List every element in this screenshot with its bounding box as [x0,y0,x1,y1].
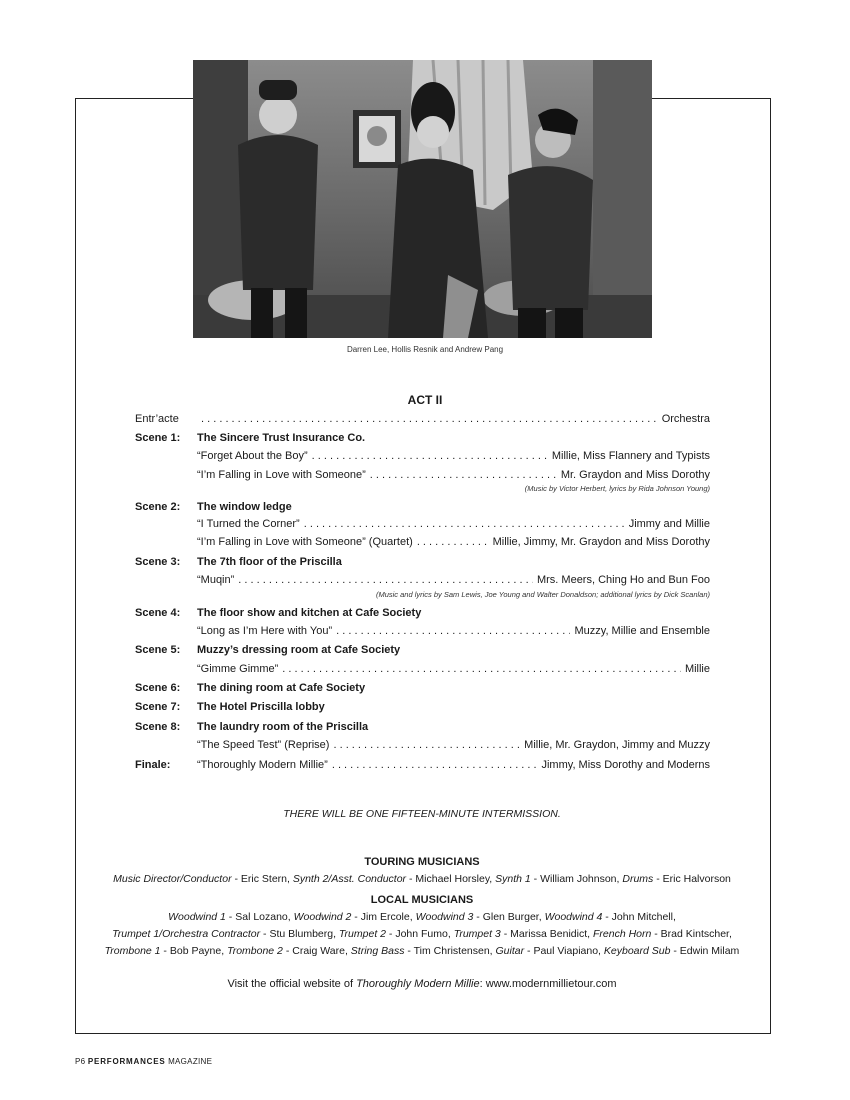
musician-name: - Marissa Benidict, [500,928,593,940]
musician-role: String Bass [350,945,405,957]
musician-role: Drums [622,873,654,885]
song-title: “Thoroughly Modern Millie” [197,759,328,771]
song-credit: (Music and lyrics by Sam Lewis, Joe Young and Walter Donaldson; additional lyrics by Dick Scanlan) [375,590,710,599]
musician-role: Keyboard Sub [603,945,671,957]
song-row [135,411,710,427]
scene-title: The window ledge [197,501,292,513]
page-footer [75,1057,212,1066]
musician-role: Woodwind 3 [415,911,474,923]
dot-leader [238,572,533,588]
musician-name: - Tim Christensen, [404,945,496,957]
dot-leader [336,623,570,639]
musician-role: Synth 1 [495,873,531,885]
performers: Jimmy and Millie [628,518,710,530]
song-line [197,623,710,639]
musician-role: Trumpet 2 [338,928,386,940]
performers: Millie [684,663,710,675]
scene-title: The Hotel Priscilla lobby [197,701,325,713]
photo-caption: Darren Lee, Hollis Resnik and Andrew Pang [346,345,504,354]
dot-leader [201,411,658,427]
song-title: “I Turned the Corner” [197,518,300,530]
song-row [135,661,710,677]
song-line [197,737,710,753]
song-title: “Forget About the Boy” [197,450,308,462]
song-line [197,534,710,550]
musician-name: - Bob Payne, [160,945,228,957]
performers: Mrs. Meers, Ching Ho and Bun Foo [536,574,710,586]
performers: Mr. Graydon and Miss Dorothy [560,469,710,481]
musician-name: - Eric Halvorson [653,873,731,885]
musician-name: - Edwin Milam [670,945,740,957]
musician-name: - Stu Blumberg, [260,928,339,940]
song-title: “Gimme Gimme” [197,663,279,675]
intermission-note: THERE WILL BE ONE FIFTEEN-MINUTE INTERMISSION. [283,808,561,820]
page-number: P6 [75,1057,86,1066]
scene-label: Entr’acte [135,413,179,425]
song-line [197,516,710,532]
act-title: ACT II [407,393,443,407]
musician-role: Woodwind 1 [168,911,226,923]
song-row [135,623,710,639]
song-row [135,467,710,483]
song-line [197,661,710,677]
musician-role: Trumpet 3 [453,928,501,940]
scene-label: Scene 5: [135,644,181,656]
dot-leader [332,757,538,773]
musician-name: - Brad Kintscher, [651,928,732,940]
musician-name: - Sal Lozano, [225,911,294,923]
song-title: “Muqin” [197,574,235,586]
performers: Jimmy, Miss Dorothy and Moderns [541,759,710,771]
scene-label: Scene 1: [135,432,181,444]
song-line [197,572,710,588]
musician-role: Music Director/Conductor [113,873,232,885]
musician-name: - Glen Burger, [473,911,545,923]
website-line [76,978,768,990]
musician-name: - Jim Ercole, [351,911,416,923]
song-title: “I’m Falling in Love with Someone” (Quartet) [197,536,413,548]
local-musicians-line [76,911,768,923]
scene-title: The dining room at Cafe Society [197,682,366,694]
musician-role: Trombone 1 [104,945,161,957]
dot-leader [417,534,489,550]
website-show-title: Thoroughly Modern Millie [356,978,480,990]
musician-role: Trumpet 1/Orchestra Contractor [112,928,261,940]
song-title: “Long as I’m Here with You” [197,625,333,637]
production-photo [193,60,652,338]
scene-label: Scene 6: [135,682,181,694]
dot-leader [304,516,625,532]
local-musicians-heading: LOCAL MUSICIANS [370,894,474,906]
musician-name: - William Johnson, [530,873,623,885]
musician-name: - Craig Ware, [282,945,351,957]
scene-label: Scene 2: [135,501,181,513]
musician-role: French Horn [592,928,652,940]
song-row [135,448,710,464]
scene-row [135,680,710,696]
musician-role: Guitar [495,945,525,957]
touring-musicians-heading: TOURING MUSICIANS [364,856,480,868]
local-musicians-line [76,928,768,940]
performers: Orchestra [661,413,710,425]
scene-title: Muzzy’s dressing room at Cafe Society [197,644,401,656]
magazine-name: PERFORMANCES [87,1057,166,1066]
song-row [135,534,710,550]
website-prefix: Visit the official website of [227,978,357,990]
performers: Millie, Miss Flannery and Typists [551,450,710,462]
dot-leader [333,737,520,753]
scene-label: Scene 7: [135,701,181,713]
website-url: : www.modernmillietour.com [479,978,617,990]
song-line [197,467,710,483]
musician-role: Woodwind 4 [544,911,603,923]
musician-name: - John Fumo, [386,928,454,940]
musician-role: Trombone 2 [227,945,283,957]
stage-photo-illustration [193,60,652,338]
song-line [197,448,710,464]
scene-label: Scene 4: [135,607,181,619]
performers: Millie, Mr. Graydon, Jimmy and Muzzy [524,739,710,751]
scene-title: The laundry room of the Priscilla [197,721,369,733]
scene-title: The floor show and kitchen at Cafe Society [197,607,422,619]
song-row [135,572,710,588]
musician-role: Woodwind 2 [293,911,352,923]
musician-role: Synth 2/Asst. Conductor [292,873,407,885]
song-title: “The Speed Test” (Reprise) [197,739,330,751]
magazine-label: MAGAZINE [168,1057,213,1066]
musician-name: - Michael Horsley, [406,873,496,885]
scene-row [135,642,710,658]
song-row [135,757,710,773]
song-line [197,411,710,427]
scene-row [135,605,710,621]
song-row [135,516,710,532]
song-line [197,757,710,773]
scene-row [135,699,710,715]
local-musicians-line [76,945,768,957]
dot-leader [282,661,681,677]
scene-label: Scene 8: [135,721,181,733]
scene-row [135,554,710,570]
dot-leader [370,467,557,483]
musician-name: - Eric Stern, [231,873,293,885]
scene-title: The Sincere Trust Insurance Co. [197,432,366,444]
dot-leader [312,448,548,464]
musician-name: - Paul Viapiano, [524,945,604,957]
song-credit: (Music by Victor Herbert, lyrics by Rida Johnson Young) [524,484,710,493]
scene-row [135,719,710,735]
scene-label: Finale: [135,759,171,771]
performers: Muzzy, Millie and Ensemble [574,625,710,637]
musician-name: - John Mitchell, [602,911,676,923]
song-title: “I’m Falling in Love with Someone” [197,469,366,481]
song-row [135,737,710,753]
performers: Millie, Jimmy, Mr. Graydon and Miss Dorothy [492,536,710,548]
scene-title: The 7th floor of the Priscilla [197,556,342,568]
scene-row [135,430,710,446]
scene-label: Scene 3: [135,556,181,568]
touring-musicians-line [76,873,768,885]
scene-row [135,499,710,515]
